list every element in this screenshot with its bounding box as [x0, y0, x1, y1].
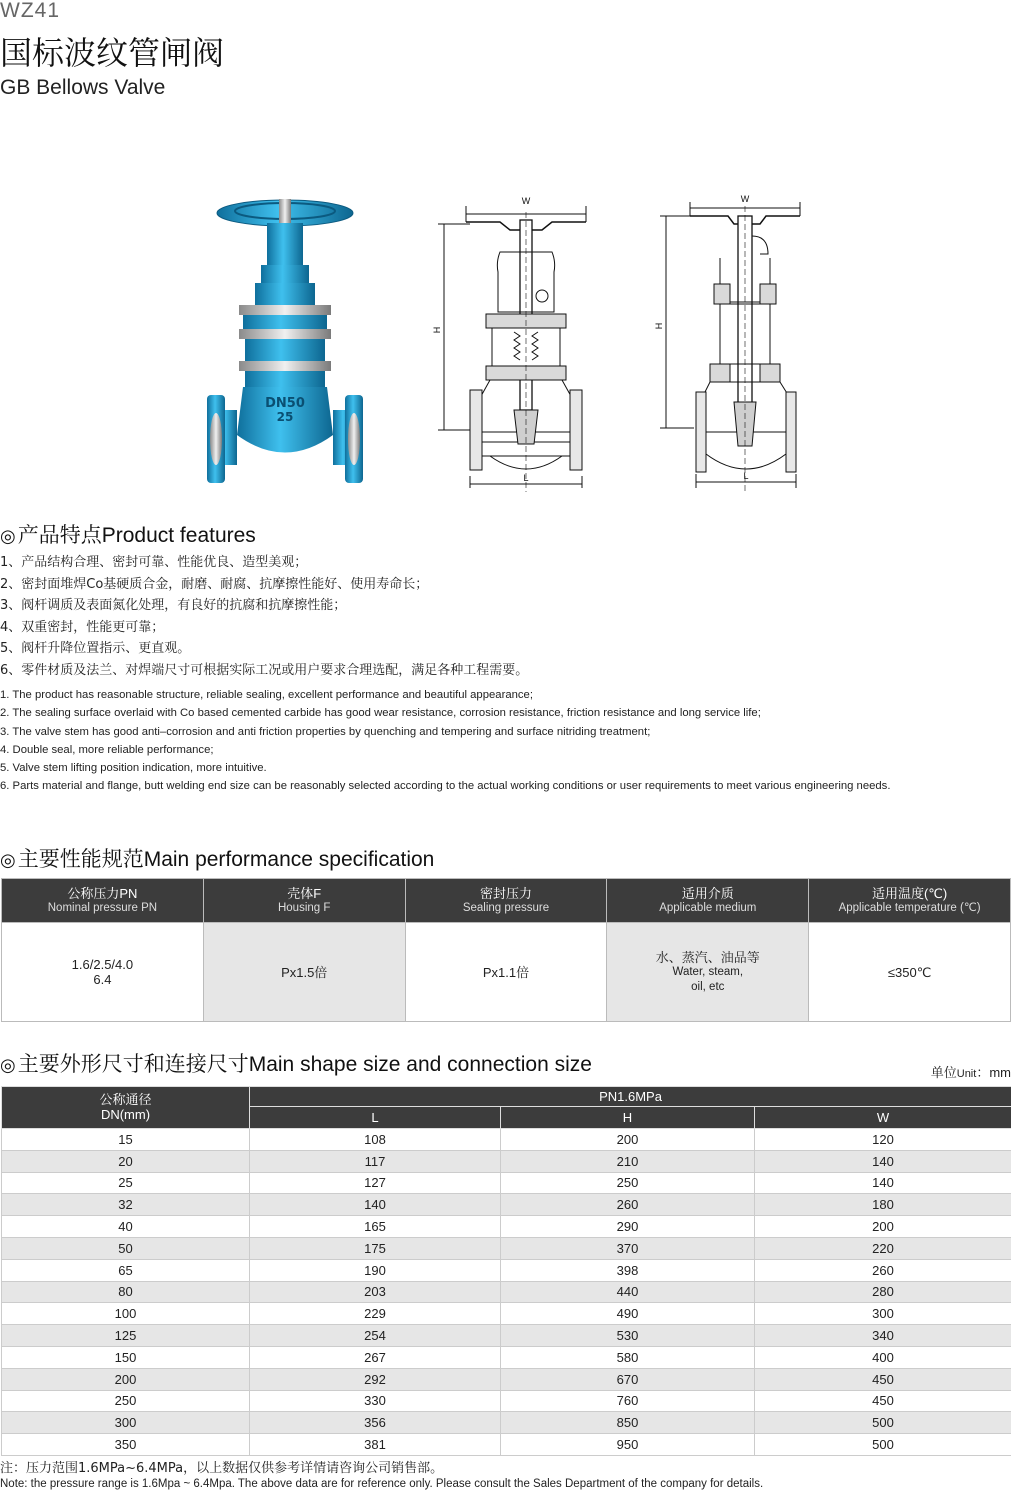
- cell-h: 200: [501, 1129, 755, 1151]
- features-list-en: [0, 686, 1011, 796]
- table-row: [2, 1194, 1011, 1216]
- feature-en-item: 2. The sealing surface overlaid with Co based cemented carbide has good wear resistance, corrosion resistance, friction resistance and long service life;: [0, 707, 761, 720]
- feature-en-item: 5. Valve stem lifting position indication, more intuitive.: [0, 762, 267, 775]
- cell-dn: 65: [2, 1259, 250, 1281]
- dimensions-table: [1, 1086, 1011, 1456]
- cell-w: 140: [755, 1172, 1011, 1194]
- heading-bullet-icon: ◎: [0, 850, 16, 871]
- cell-dn: 300: [2, 1412, 250, 1434]
- perf-cell-medium: 水、蒸汽、油品等 Water, steam, oil, etc: [607, 923, 809, 1022]
- dim-l-label: L: [523, 473, 529, 483]
- cell-h: 370: [501, 1237, 755, 1259]
- performance-heading-cn: 主要性能规范: [17, 847, 144, 871]
- cell-w: 220: [755, 1237, 1011, 1259]
- cell-w: 120: [755, 1129, 1011, 1151]
- cell-w: 140: [755, 1150, 1011, 1172]
- feature-cn-item: 1、产品结构合理、密封可靠、性能优良、造型美观；: [0, 555, 308, 570]
- feature-cn-item: 3、阀杆调质及表面氮化处理，有良好的抗腐和抗摩擦性能；: [0, 598, 347, 613]
- cell-h: 210: [501, 1150, 755, 1172]
- cell-w: 400: [755, 1346, 1011, 1368]
- cell-dn: 40: [2, 1216, 250, 1238]
- cell-l: 254: [250, 1325, 501, 1347]
- cell-h: 250: [501, 1172, 755, 1194]
- unit-label: 单位Unit：mm: [930, 1065, 1011, 1081]
- dim-l-label-2: L: [743, 471, 749, 481]
- cell-w: 450: [755, 1390, 1011, 1412]
- dim-w-label: W: [521, 196, 531, 206]
- feature-cn-item: 4、双重密封，性能更可靠；: [0, 619, 165, 635]
- cell-h: 490: [501, 1303, 755, 1325]
- performance-table: [1, 878, 1011, 1022]
- cell-h: 850: [501, 1412, 755, 1434]
- cell-l: 175: [250, 1237, 501, 1259]
- cell-l: 203: [250, 1281, 501, 1303]
- cell-h: 580: [501, 1346, 755, 1368]
- photo-pn-label: 25: [276, 410, 294, 424]
- cell-dn: 125: [2, 1325, 250, 1347]
- perf-col-temperature: 适用温度(℃) Applicable temperature (℃): [809, 879, 1011, 923]
- cell-w: 500: [755, 1412, 1011, 1434]
- table-row: [2, 1172, 1011, 1194]
- cell-dn: 150: [2, 1346, 250, 1368]
- perf-cell-temperature: ≤350℃: [809, 923, 1011, 1022]
- technical-drawing-section: [430, 192, 600, 492]
- dimensions-heading-en: Main shape size and connection size: [248, 1053, 592, 1076]
- photo-dn-label: DN50: [265, 396, 305, 411]
- features-heading-en: Product features: [101, 524, 256, 547]
- cell-l: 330: [250, 1390, 501, 1412]
- note-cn: 注：压力范围1.6MPa~6.4MPa，以上数据仅供参考详情请咨询公司销售部。: [0, 1461, 444, 1476]
- col-l-header: L: [250, 1107, 501, 1129]
- feature-en-item: 3. The valve stem has good anti–corrosion and anti friction properties by quenching and tempering and surface nitriding treatment;: [0, 725, 651, 738]
- dim-h-label-2: H: [654, 322, 664, 330]
- dim-w-label-2: W: [740, 194, 750, 204]
- cell-dn: 200: [2, 1368, 250, 1390]
- perf-col-medium: 适用介质 Applicable medium: [607, 879, 809, 923]
- table-row: [2, 1434, 1011, 1456]
- cell-w: 180: [755, 1194, 1011, 1216]
- cell-w: 500: [755, 1434, 1011, 1456]
- cell-l: 190: [250, 1259, 501, 1281]
- cell-h: 398: [501, 1259, 755, 1281]
- heading-bullet-icon: ◎: [0, 526, 16, 547]
- dimensions-heading-cn: 主要外形尺寸和连接尺寸: [17, 1052, 249, 1076]
- perf-col-sealing: 密封压力 Sealing pressure: [405, 879, 607, 923]
- cell-l: 356: [250, 1412, 501, 1434]
- performance-heading-en: Main performance specification: [143, 848, 435, 871]
- table-row: [2, 1412, 1011, 1434]
- table-row: [2, 1281, 1011, 1303]
- cell-l: 381: [250, 1434, 501, 1456]
- model-code: WZ41: [0, 0, 61, 22]
- table-row: [2, 1346, 1011, 1368]
- perf-cell-pressure: 1.6/2.5/4.0 6.4: [2, 923, 204, 1022]
- table-row: [2, 1237, 1011, 1259]
- dimensions-body: [2, 1129, 1011, 1456]
- cell-l: 127: [250, 1172, 501, 1194]
- perf-cell-sealing: Px1.1倍: [405, 923, 607, 1022]
- cell-dn: 20: [2, 1150, 250, 1172]
- cell-w: 340: [755, 1325, 1011, 1347]
- heading-bullet-icon: ◎: [0, 1055, 16, 1076]
- cell-h: 530: [501, 1325, 755, 1347]
- feature-cn-item: 6、零件材质及法兰、对焊端尺寸可根据实际工况或用户要求合理选配，满足各种工程需要。: [0, 662, 529, 678]
- cell-w: 280: [755, 1281, 1011, 1303]
- feature-cn-item: 2、密封面堆焊Co基硬质合金，耐磨、耐腐、抗摩擦性能好、使用寿命长；: [0, 576, 429, 592]
- valve-photo: [205, 195, 365, 487]
- dim-h-label: H: [432, 326, 442, 334]
- cell-l: 229: [250, 1303, 501, 1325]
- cell-dn: 350: [2, 1434, 250, 1456]
- col-h-header: H: [501, 1107, 755, 1129]
- pn-header: PN1.6MPa: [250, 1087, 1011, 1107]
- cell-dn: 50: [2, 1237, 250, 1259]
- page-title-en: GB Bellows Valve: [0, 76, 166, 99]
- dn-header: 公称通径 DN(mm): [2, 1087, 250, 1129]
- table-row: [2, 1259, 1011, 1281]
- cell-l: 267: [250, 1346, 501, 1368]
- cell-dn: 32: [2, 1194, 250, 1216]
- table-row: [2, 1216, 1011, 1238]
- cell-l: 140: [250, 1194, 501, 1216]
- perf-cell-housing: Px1.5倍: [203, 923, 405, 1022]
- cell-w: 260: [755, 1259, 1011, 1281]
- technical-drawing-side: [650, 192, 810, 492]
- features-list-cn: [0, 552, 528, 681]
- cell-dn: 80: [2, 1281, 250, 1303]
- col-w-header: W: [755, 1107, 1011, 1129]
- cell-w: 200: [755, 1216, 1011, 1238]
- note-en: Note: the pressure range is 1.6Mpa ~ 6.4Mpa. The above data are for reference only. Please consult the Sales Department of the company for details.: [0, 1478, 764, 1490]
- feature-en-item: 4. Double seal, more reliable performance;: [0, 743, 214, 756]
- page-title-cn: 国标波纹管闸阀: [0, 34, 225, 72]
- perf-col-housing: 壳体F Housing F: [203, 879, 405, 923]
- cell-h: 440: [501, 1281, 755, 1303]
- cell-l: 292: [250, 1368, 501, 1390]
- features-heading-cn: 产品特点: [17, 523, 102, 547]
- cell-h: 760: [501, 1390, 755, 1412]
- cell-h: 670: [501, 1368, 755, 1390]
- table-row: [2, 1150, 1011, 1172]
- feature-en-item: 1. The product has reasonable structure, reliable sealing, excellent performance and beautiful appearance;: [0, 689, 533, 701]
- cell-l: 117: [250, 1150, 501, 1172]
- cell-dn: 250: [2, 1390, 250, 1412]
- features-heading: [0, 522, 256, 550]
- feature-en-item: 6. Parts material and flange, butt welding end size can be reasonably selected according to the actual working conditions or user requirements to meet various engineering needs.: [0, 780, 891, 793]
- performance-heading: [0, 846, 434, 874]
- cell-h: 950: [501, 1434, 755, 1456]
- dimensions-heading: [0, 1051, 592, 1079]
- cell-dn: 100: [2, 1303, 250, 1325]
- cell-l: 108: [250, 1129, 501, 1151]
- perf-col-pressure: 公称压力PN Nominal pressure PN: [2, 879, 204, 923]
- table-row: [2, 1390, 1011, 1412]
- cell-h: 290: [501, 1216, 755, 1238]
- table-row: [2, 1129, 1011, 1151]
- table-row: [2, 1303, 1011, 1325]
- cell-w: 450: [755, 1368, 1011, 1390]
- table-row: [2, 1325, 1011, 1347]
- table-row: [2, 1368, 1011, 1390]
- cell-dn: 25: [2, 1172, 250, 1194]
- cell-dn: 15: [2, 1129, 250, 1151]
- cell-h: 260: [501, 1194, 755, 1216]
- cell-w: 300: [755, 1303, 1011, 1325]
- feature-cn-item: 5、阀杆升降位置指示、更直观。: [0, 641, 191, 656]
- cell-l: 165: [250, 1216, 501, 1238]
